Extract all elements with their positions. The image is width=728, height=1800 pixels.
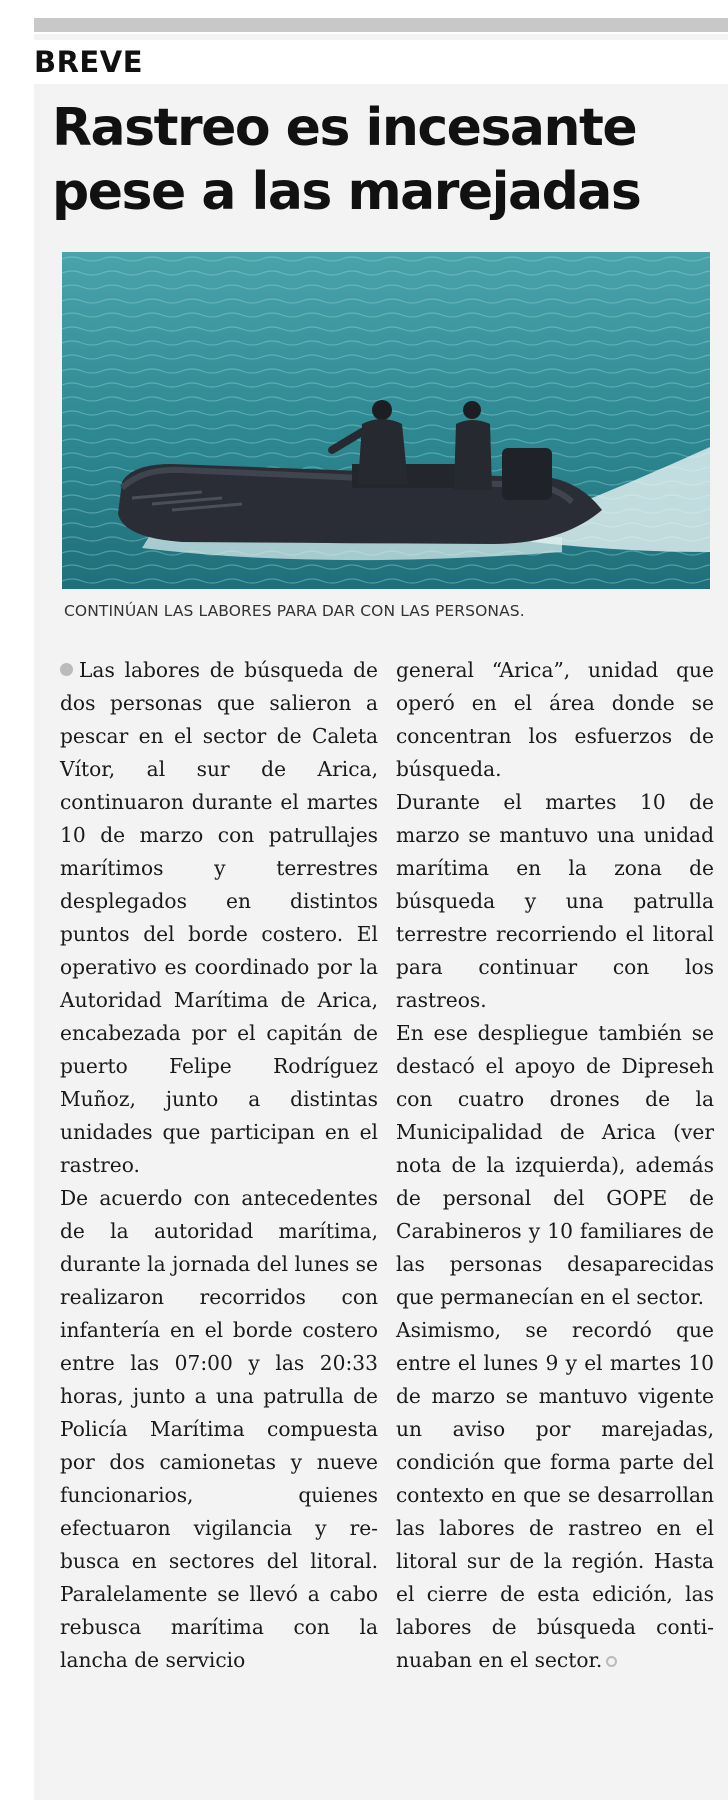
bullet-icon (60, 663, 73, 676)
paragraph: En ese despliegue también se destacó el apoyo de Dipreseh con cuatro drones de la Municipalidad de Arica (ver nota de la izquierda), además de personal del GOPE de Carabineros y 10 familiares de las personas desaparecidas que permanecían en el sector. (396, 1021, 714, 1309)
headline: Rastreo es incesante pese a las marejadas (52, 98, 641, 222)
paragraph: De acuerdo con antecedentes de la autoridad marítima, durante la jornada del lunes se realizaron recorridos con infantería en el borde costero entre las 07:00 y las 20:33 horas, junto a una patrulla de Policía Marítima compuesta por dos camionetas y nueve funcionarios, quienes efectuaron vigilancia y rebusca en sectores del litoral. Paralelamente se llevó a cabo rebusca marítima con la lancha de servicio (60, 1186, 378, 1672)
article (34, 34, 728, 1800)
paragraph: Asimismo, se recordó que entre el lunes 9 y el martes 10 de marzo se mantuvo vigente un aviso por marejadas, condición que forma parte del contexto en que se desarrollan las labores de rastreo en el litoral sur de la región. Hasta el cierre de esta edición, las labores de búsqueda continuaban en el sector. (396, 1318, 714, 1672)
photo-caption: CONTINÚAN LAS LABORES PARA DAR CON LAS PERSONAS. (64, 602, 525, 620)
paragraph: general “Arica”, unidad que operó en el área donde se concentran los esfuerzos de búsqueda. (396, 658, 714, 781)
boat-photo (62, 252, 710, 589)
section-label: BREVE (34, 40, 728, 84)
end-mark-icon (606, 1656, 617, 1667)
top-rule (34, 18, 728, 32)
body-column-right (396, 654, 714, 1677)
body-column-left (60, 654, 378, 1677)
paragraph: Durante el martes 10 de marzo se mantuvo una unidad marítima en la zona de búsqueda y una patrulla terrestre recorriendo el litoral para continuar con los rastreos. (396, 790, 714, 1012)
paragraph: Las labores de búsqueda de dos personas que salieron a pescar en el sector de Caleta Vítor, al sur de Arica, continuaron durante el martes 10 de marzo con patrullajes marítimos y terrestres desplegados en distintos puntos del borde costero. El operativo es coordinado por la Autoridad Marítima de Arica, encabezada por el capitán de puerto Felipe Rodríguez Muñoz, junto a distintas unidades que participan en el rastreo. (60, 658, 378, 1177)
